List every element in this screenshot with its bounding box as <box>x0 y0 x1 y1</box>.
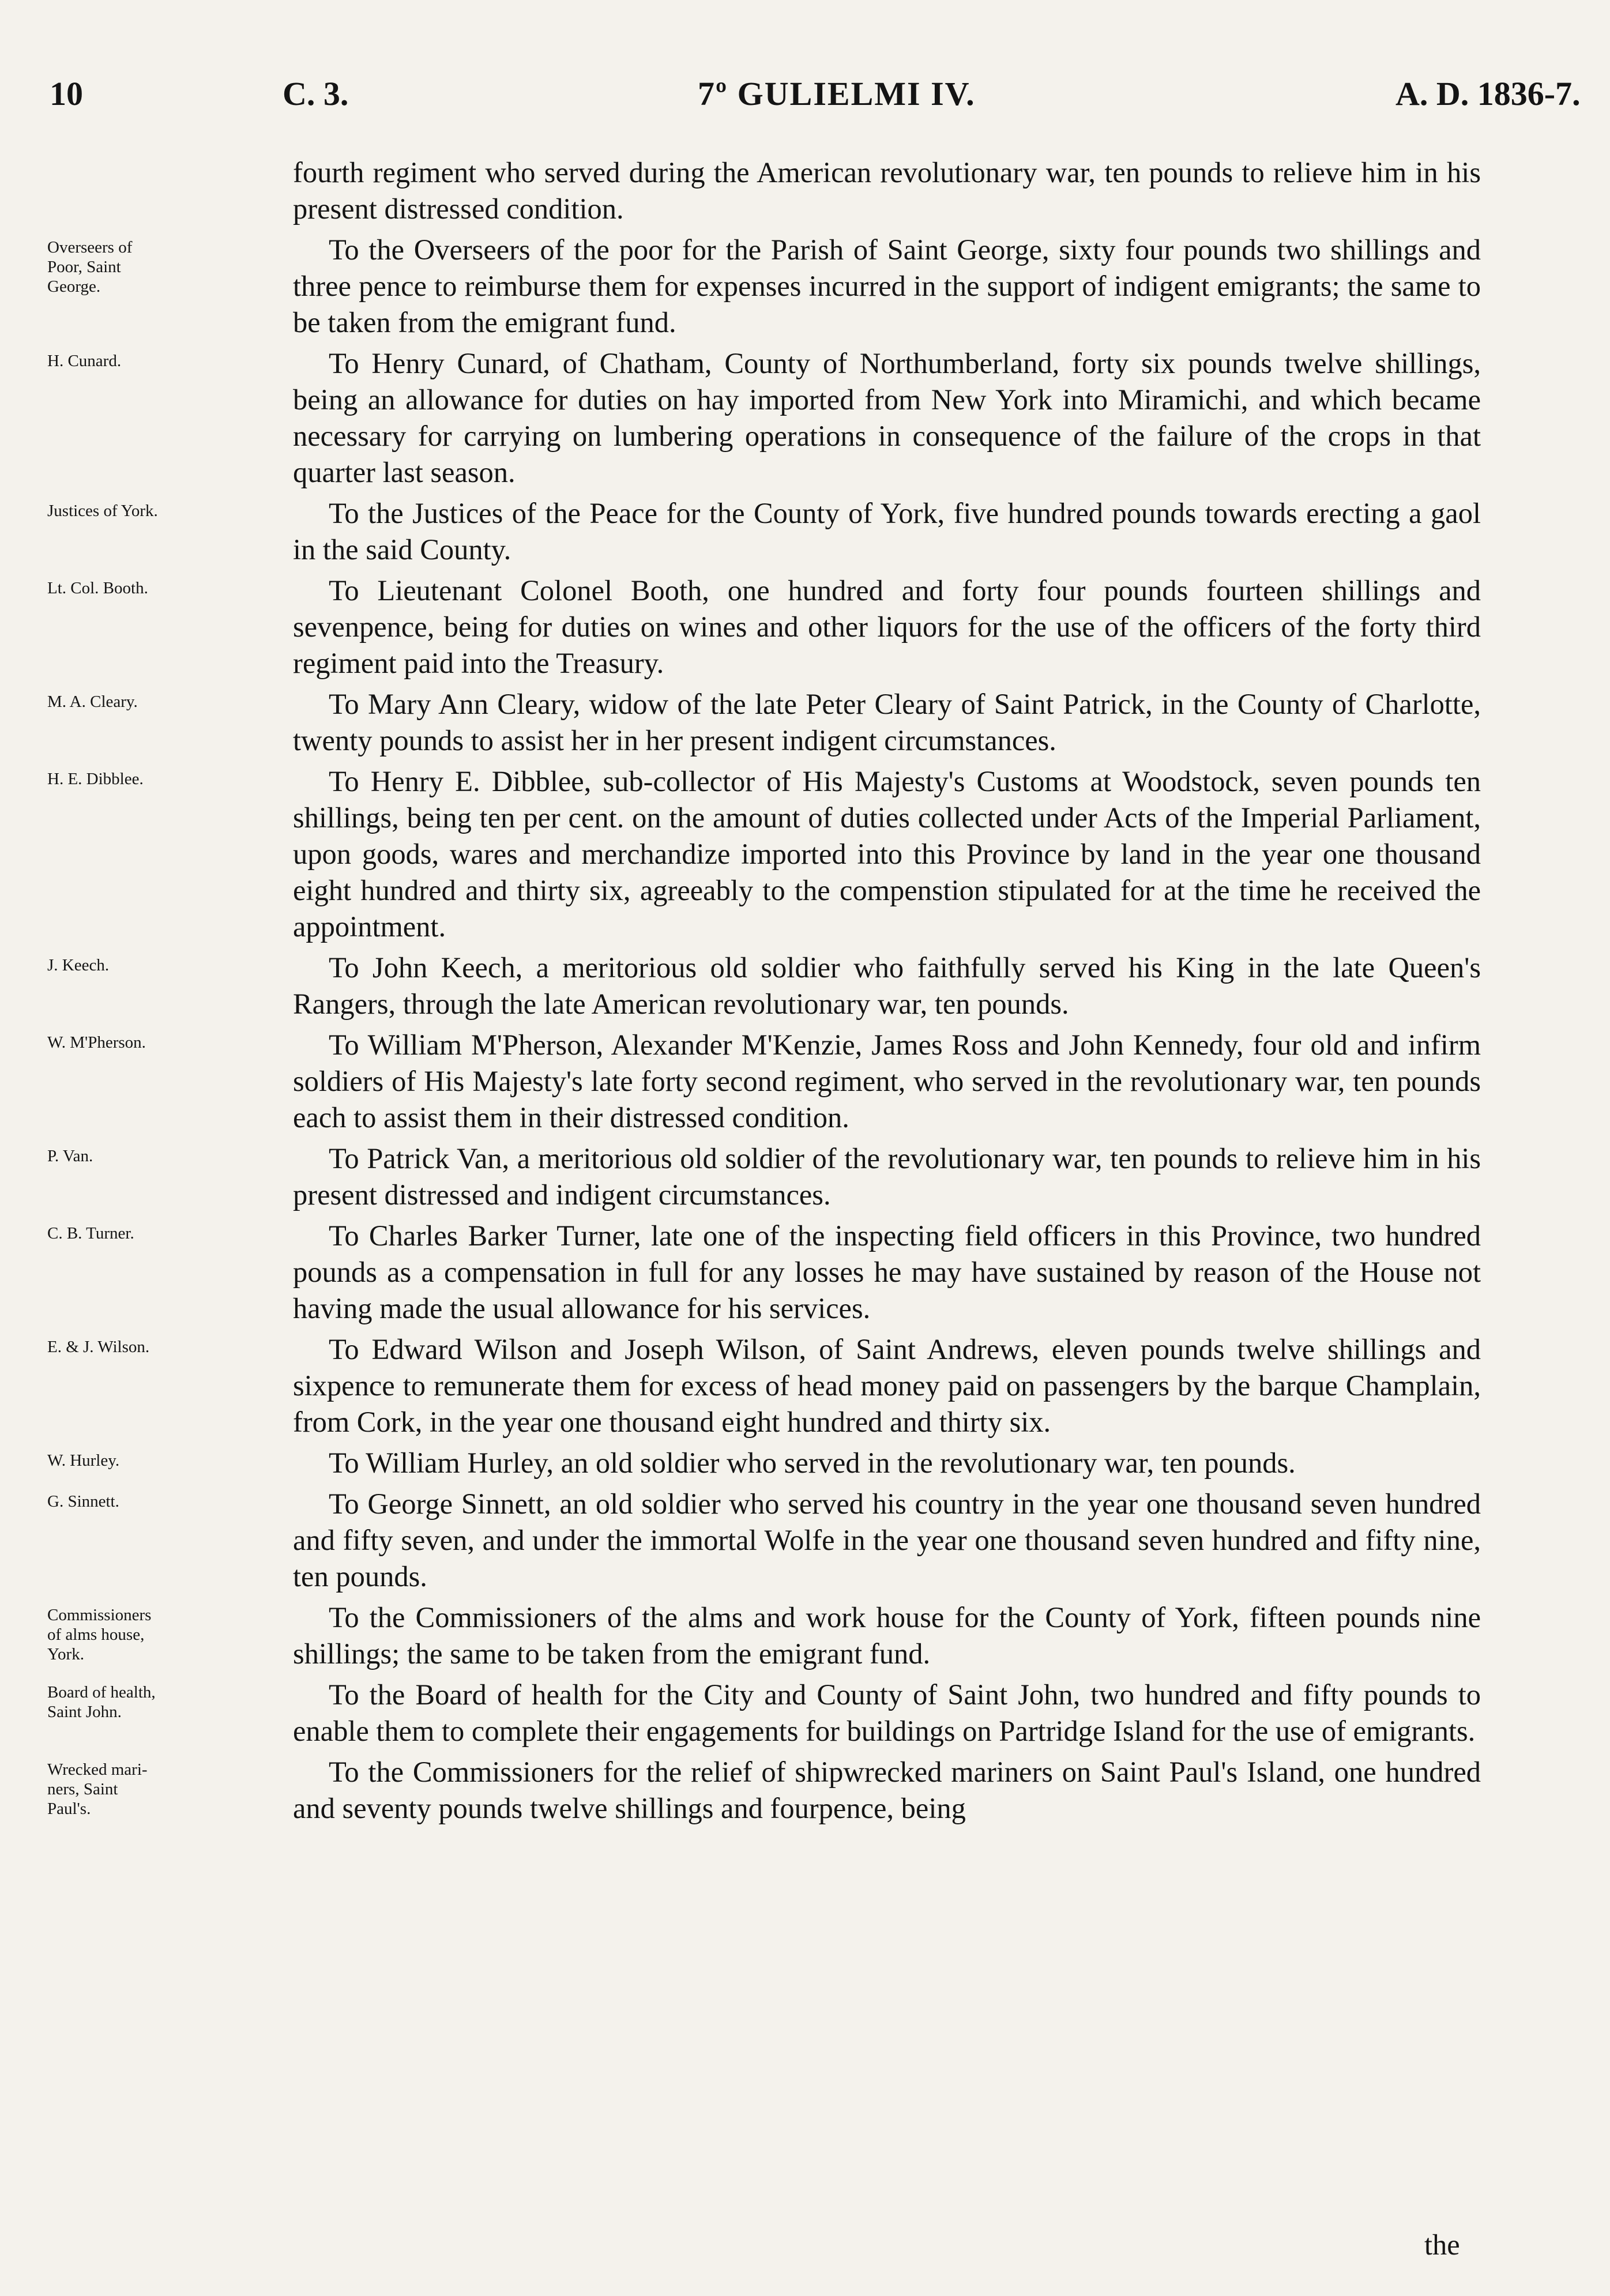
entry-text: To the Commissioners of the alms and work house for the County of York, fifteen pounds nine shillings; the same to be taken from the emigrant fund. <box>293 1601 1481 1670</box>
entry-text: To the Overseers of the poor for the Parish of Saint George, sixty four pounds two shillings and three pence to reimburse them for expenses incurred in the support of indigent emigrants; the same to be taken from the emigrant fund. <box>293 234 1481 338</box>
entry-text: To Lieutenant Colonel Booth, one hundred and forty four pounds fourteen shillings and sevenpence, being for duties on wines and other liquors for the use of the officers of the forty third regiment paid into the Treasury. <box>293 574 1481 679</box>
entry-lt-col-booth <box>0 573 1610 682</box>
entry-justices-york <box>0 495 1610 568</box>
marginal-note: E. & J. Wilson. <box>47 1338 150 1356</box>
entry-text: To Charles Barker Turner, late one of the inspecting field officers in this Province, two hundred pounds as a compensation in full for any losses he may have sustained by reason of the House not having made the usual allowance for his services. <box>293 1219 1481 1324</box>
entry-wrecked-mariners <box>0 1754 1610 1827</box>
regnal-year-title: 7º GULIELMI IV. <box>698 75 976 112</box>
marginal-note: Wrecked mari- ners, Saint Paul's. <box>47 1760 148 1818</box>
entry-continued <box>0 155 1610 227</box>
catchword: the <box>1424 2229 1460 2261</box>
entry-p-van <box>0 1141 1610 1213</box>
entry-text: To Henry E. Dibblee, sub-collector of His Majesty's Customs at Woodstock, seven pounds ten shillings, being ten per cent. on the amount of duties collected under Acts of the Imperial Parliament, upon goods, wares and merchandize imported into this Province by land in the year one thousand eight hundred and thirty six, agreeably to the compenstion stipulated for at the time he received the appointment. <box>293 765 1481 943</box>
entry-e-j-wilson <box>0 1331 1610 1440</box>
marginal-note: G. Sinnett. <box>47 1492 119 1511</box>
entry-text: fourth regiment who served during the American revolutionary war, ten pounds to relieve him in his present distressed condition. <box>293 156 1481 225</box>
entry-h-e-dibblee <box>0 763 1610 945</box>
marginal-note: Lt. Col. Booth. <box>47 579 148 597</box>
entry-text: To Henry Cunard, of Chatham, County of Northumberland, forty six pounds twelve shillings, being an allowance for duties on hay imported from New York into Miramichi, and which became necessary for carrying on lumbering operations in consequence of the failure of the crops in that quarter last season. <box>293 347 1481 488</box>
entry-h-cunard <box>0 345 1610 491</box>
marginal-note: Justices of York. <box>47 502 158 520</box>
marginal-note: Overseers of Poor, Saint George. <box>47 238 133 296</box>
appropriation-entries <box>0 155 1610 1831</box>
entry-g-sinnett <box>0 1486 1610 1595</box>
entry-w-hurley <box>0 1445 1610 1481</box>
page-number: 10 <box>50 75 83 112</box>
entry-text: To Patrick Van, a meritorious old soldier of the revolutionary war, ten pounds to relieve him in his present distressed and indigent circumstances. <box>293 1142 1481 1211</box>
marginal-note: W. M'Pherson. <box>47 1033 146 1052</box>
entry-alms-house-york <box>0 1599 1610 1672</box>
marginal-note: Commissioners of alms house, York. <box>47 1606 152 1663</box>
marginal-note: M. A. Cleary. <box>47 692 138 711</box>
marginal-note: H. E. Dibblee. <box>47 770 144 788</box>
marginal-note: W. Hurley. <box>47 1451 120 1470</box>
entry-c-b-turner <box>0 1218 1610 1327</box>
marginal-note: C. B. Turner. <box>47 1224 134 1243</box>
entry-board-of-health <box>0 1677 1610 1749</box>
entry-text: To John Keech, a meritorious old soldier who faithfully served his King in the late Queen's Rangers, through the late American revolutionary war, ten pounds. <box>293 951 1481 1020</box>
entry-m-a-cleary <box>0 686 1610 759</box>
entry-text: To the Commissioners for the relief of shipwrecked mariners on Saint Paul's Island, one hundred and seventy pounds twelve shillings and fourpence, being <box>293 1756 1481 1824</box>
entry-overseers-saint-george <box>0 232 1610 341</box>
entry-text: To Edward Wilson and Joseph Wilson, of Saint Andrews, eleven pounds twelve shillings and sixpence to remunerate them for excess of head money paid on passengers by the barque Champlain, from Cork, in the year one thousand eight hundred and thirty six. <box>293 1333 1481 1438</box>
year-range: A. D. 1836-7. <box>1395 75 1581 112</box>
marginal-note: Board of health, Saint John. <box>47 1683 156 1721</box>
entry-text: To William M'Pherson, Alexander M'Kenzie, James Ross and John Kennedy, four old and infirm soldiers of His Majesty's late forty second regiment, who served in the revolutionary war, ten pounds each to assist them in their distressed condition. <box>293 1029 1481 1134</box>
marginal-note: P. Van. <box>47 1147 93 1165</box>
entry-text: To George Sinnett, an old soldier who served his country in the year one thousand seven hundred and fifty seven, and under the immortal Wolfe in the year one thousand seven hundred and fifty nine, ten pounds. <box>293 1488 1481 1593</box>
entry-text: To William Hurley, an old soldier who served in the revolutionary war, ten pounds. <box>329 1447 1296 1479</box>
chapter-number: C. 3. <box>283 75 349 112</box>
entry-j-keech <box>0 950 1610 1022</box>
entry-text: To Mary Ann Cleary, widow of the late Peter Cleary of Saint Patrick, in the County of Charlotte, twenty pounds to assist her in her present indigent circumstances. <box>293 688 1481 756</box>
entry-text: To the Justices of the Peace for the County of York, five hundred pounds towards erecting a gaol in the said County. <box>293 497 1481 566</box>
entry-w-mpherson <box>0 1027 1610 1136</box>
entry-text: To the Board of health for the City and County of Saint John, two hundred and fifty pounds to enable them to complete their engagements for buildings on Partridge Island for the use of emigrants. <box>293 1678 1481 1747</box>
marginal-note: J. Keech. <box>47 956 110 974</box>
marginal-note: H. Cunard. <box>47 352 122 370</box>
running-head <box>0 68 1610 120</box>
